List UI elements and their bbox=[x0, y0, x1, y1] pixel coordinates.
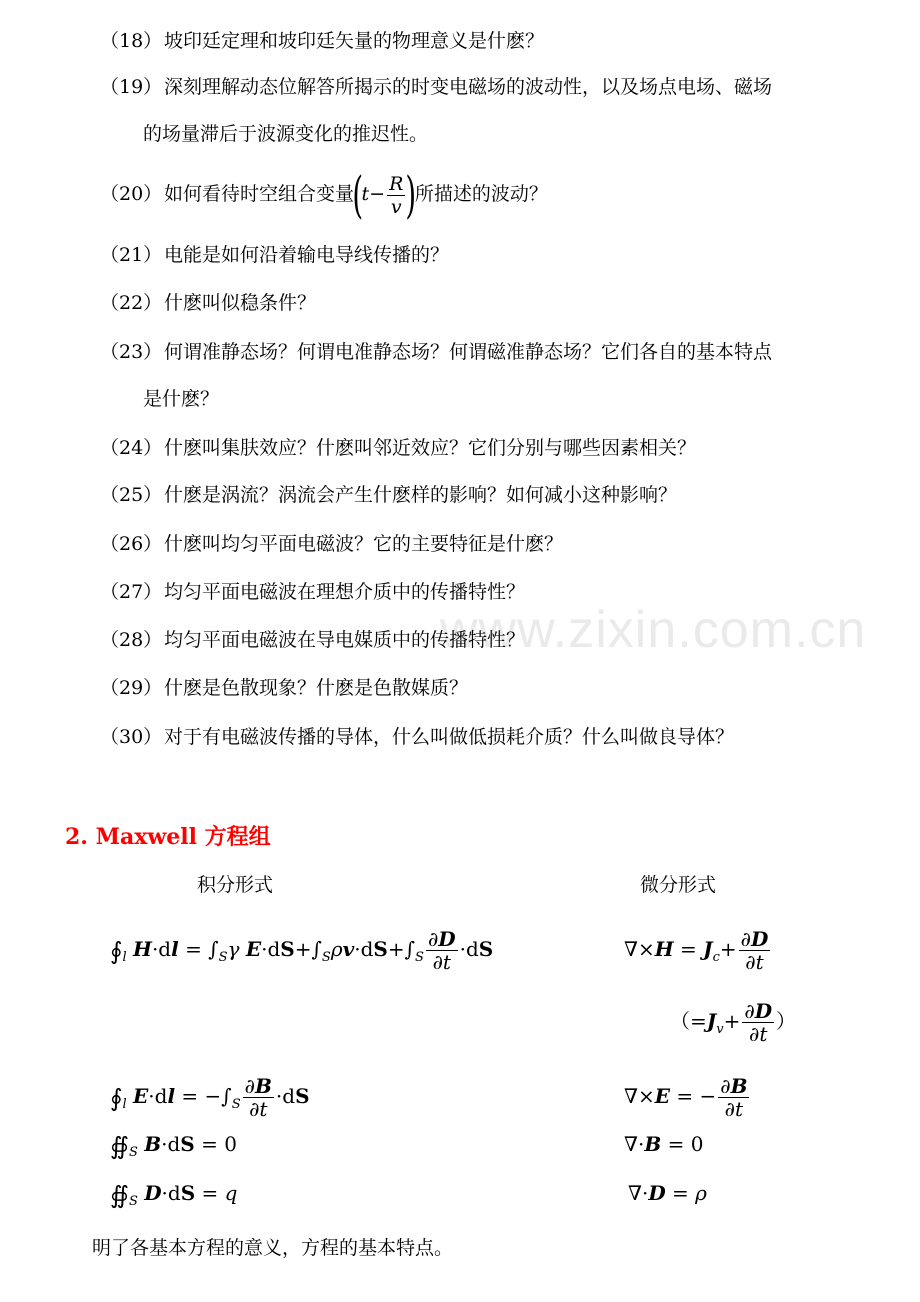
question-number: （24） bbox=[100, 437, 163, 459]
fraction-denominator: v bbox=[390, 195, 402, 218]
integral-form-label: 积分形式 bbox=[197, 874, 274, 896]
question-number: （25） bbox=[100, 484, 163, 506]
question-number: （29） bbox=[100, 677, 163, 699]
question-text: 什麽叫均匀平面电磁波？它的主要特征是什麽？ bbox=[164, 533, 564, 555]
question-text: 什麽是色散现象？什麽是色散媒质？ bbox=[164, 677, 469, 699]
question-text: 深刻理解动态位解答所揭示的时变电磁场的波动性，以及场点电场、磁场 bbox=[164, 76, 773, 98]
faraday-integral-equation: $∮_l$ $E\cdot dl = -\int_S$ $\frac{\partial B}{\partial t}$ ·dS bbox=[110, 1074, 310, 1121]
question-text: 何谓准静态场？何谓电准静态场？何谓磁准静态场？它们各自的基本特点 bbox=[164, 341, 773, 363]
right-paren: ) bbox=[405, 166, 417, 224]
question-text: 什麽叫似稳条件？ bbox=[164, 292, 317, 314]
question-23-continuation: 是什麽？ bbox=[143, 388, 220, 410]
question-number: （19） bbox=[100, 76, 163, 98]
ampere-differential-equation: $\nabla\times H = J_c+$ $\frac{\partial D}{\partial t}$ bbox=[624, 927, 769, 974]
gauss-electric-differential-equation: ∇·D = ρ bbox=[628, 1181, 707, 1205]
question-text: 什麽是涡流？涡流会产生什麽样的影响？如何减小这种影响？ bbox=[164, 484, 678, 506]
question-number: （18） bbox=[100, 30, 163, 52]
question-text-before: 如何看待时空组合变量 bbox=[164, 183, 355, 205]
summary-text: 明了各基本方程的意义，方程的基本特点。 bbox=[92, 1237, 454, 1259]
gauss-magnetic-integral-equation: $∯_S$ B·dS = 0 bbox=[110, 1132, 237, 1160]
question-number: （30） bbox=[100, 726, 163, 748]
left-paren: ( bbox=[352, 166, 364, 224]
question-number: （20） bbox=[100, 183, 163, 205]
watermark: www.zixin.com.cn bbox=[440, 601, 867, 659]
ampere-differential-alt: （$=J_v+$ $\frac{\partial D}{\partial t}$ ） bbox=[670, 999, 797, 1046]
formula-t: t bbox=[361, 183, 370, 205]
question-number: （27） bbox=[100, 581, 163, 603]
formula-fraction bbox=[387, 173, 405, 218]
question-number: （26） bbox=[100, 533, 163, 555]
question-text: 电能是如何沿着输电导线传播的？ bbox=[164, 244, 450, 266]
formula-minus: − bbox=[369, 183, 386, 205]
question-text-after: 所描述的波动？ bbox=[414, 183, 548, 205]
question-text bbox=[164, 166, 548, 224]
question-text: 均匀平面电磁波在导电媒质中的传播特性？ bbox=[164, 629, 526, 651]
question-text: 坡印廷定理和坡印廷矢量的物理意义是什麽？ bbox=[164, 30, 545, 52]
gauss-magnetic-differential-equation: ∇·B = 0 bbox=[624, 1132, 704, 1156]
question-number: （22） bbox=[100, 292, 163, 314]
question-text: 什麽叫集肤效应？什麽叫邻近效应？它们分别与哪些因素相关？ bbox=[164, 437, 697, 459]
question-text: 均匀平面电磁波在理想介质中的传播特性？ bbox=[164, 581, 526, 603]
ampere-integral-equation: $∮_l$ $H\cdot dl = \int_S\gamma$ $E\cdot dS+\int_S\rho v\cdot dS+\int_S$ $\frac{\partial D}{\partial t}$ ·dS bbox=[110, 927, 494, 974]
gauss-electric-integral-equation: $∯_S$ D·dS = q bbox=[110, 1181, 238, 1209]
question-19-continuation: 的场量滞后于波源变化的推迟性。 bbox=[143, 123, 429, 145]
question-text: 对于有电磁波传播的导体，什么叫做低损耗介质？什么叫做良导体？ bbox=[164, 726, 735, 748]
fraction-numerator: R bbox=[389, 172, 404, 195]
question-number: （21） bbox=[100, 244, 163, 266]
differential-form-label: 微分形式 bbox=[640, 874, 717, 896]
section-title: 2. Maxwell 方程组 bbox=[65, 824, 271, 850]
question-number: （23） bbox=[100, 341, 163, 363]
question-number: （28） bbox=[100, 629, 163, 651]
faraday-differential-equation: ∇×E = − $\frac{\partial B}{\partial t}$ bbox=[624, 1074, 748, 1121]
